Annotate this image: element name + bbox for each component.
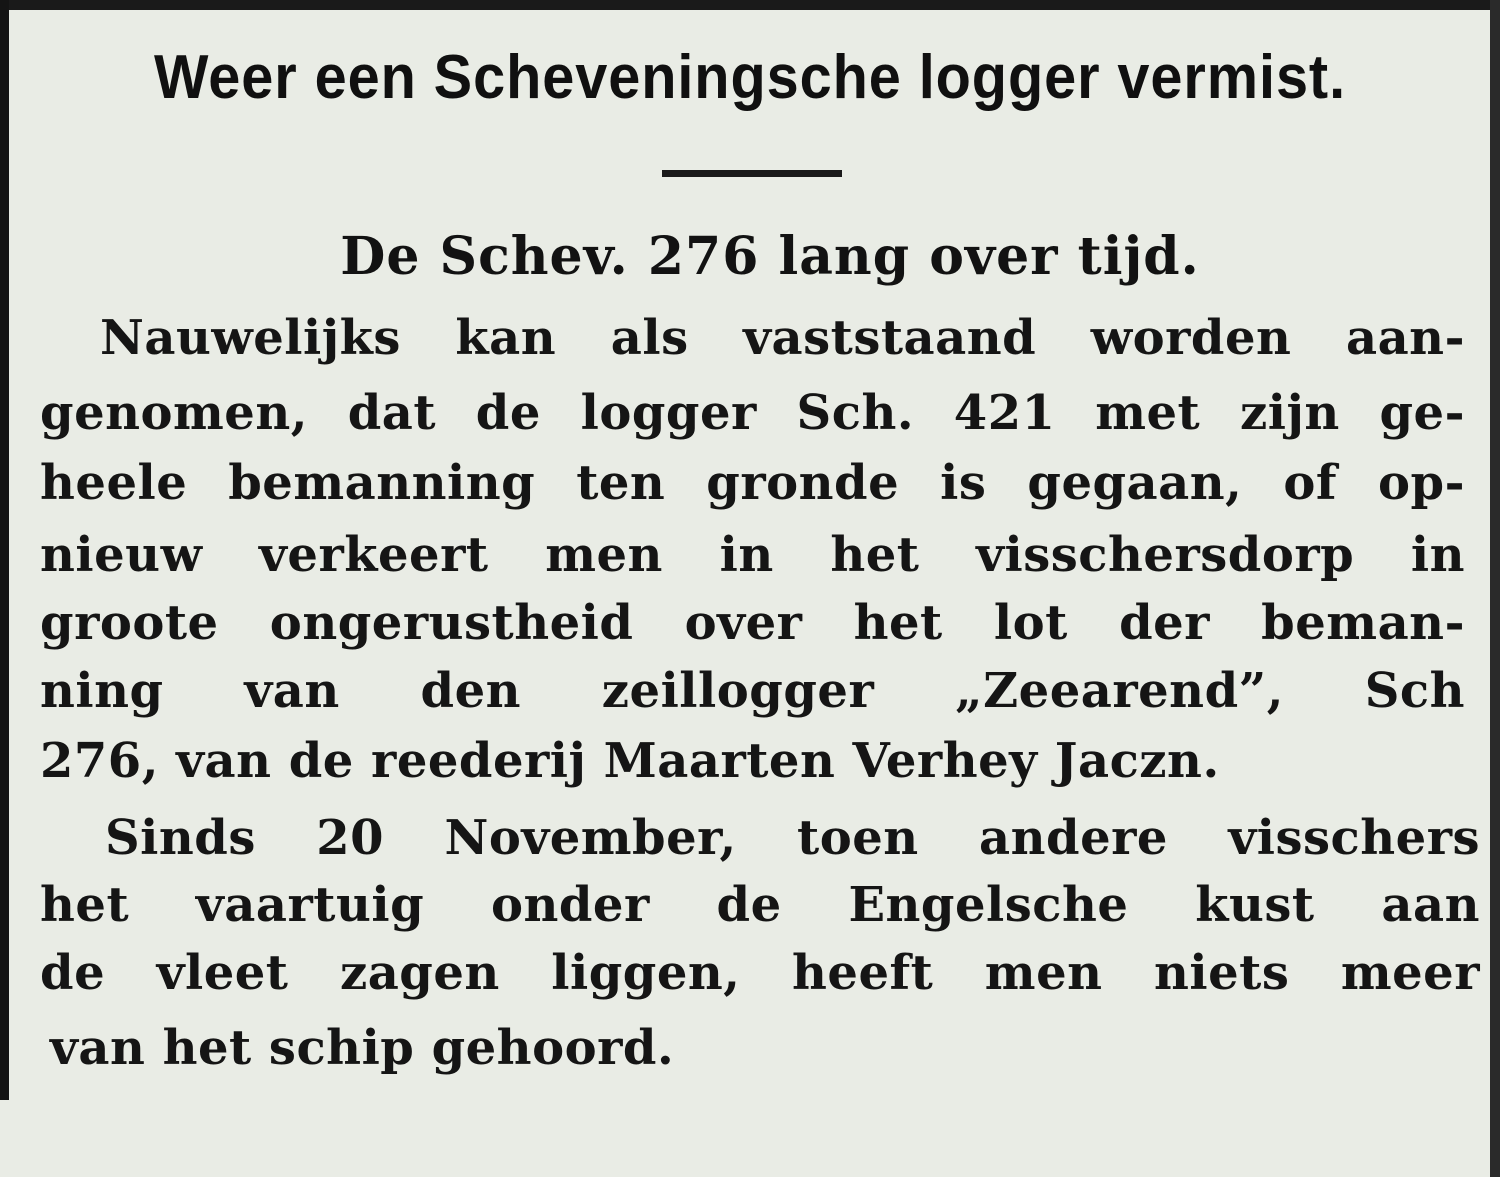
headline-divider [662,170,842,177]
subheadline: De Schev. 276 lang over tijd. [340,226,1200,287]
paragraph-2-line: de vleet zagen liggen, heeft men niets meer [40,945,1480,1001]
paragraph-1-line: groote ongerustheid over het lot der beman- [40,595,1465,651]
paragraph-1-line: heele bemanning ten gronde is gegaan, of op- [40,455,1465,511]
left-column-rule [0,0,9,1100]
paragraph-2-line: het vaartuig onder de Engelsche kust aan [40,877,1480,933]
right-border [1490,0,1500,1177]
paragraph-1-line: ning van den zeillogger „Zeearend”, Sch [40,663,1465,719]
headline: Weer een Scheveningsche logger vermist. [153,43,1347,112]
paragraph-2-line: Sinds 20 November, toen andere visschers [105,810,1480,866]
paragraph-2-line: van het schip gehoord. [50,1020,675,1076]
paragraph-1-line: genomen, dat de logger Sch. 421 met zijn ge- [40,385,1465,441]
paragraph-1-line: Nauwelijks kan als vaststaand worden aan- [100,310,1465,366]
paragraph-1-line: 276, van de reederij Maarten Verhey Jaczn. [40,733,1220,789]
top-border [0,0,1500,10]
paragraph-1-line: nieuw verkeert men in het visschersdorp in [40,527,1465,583]
